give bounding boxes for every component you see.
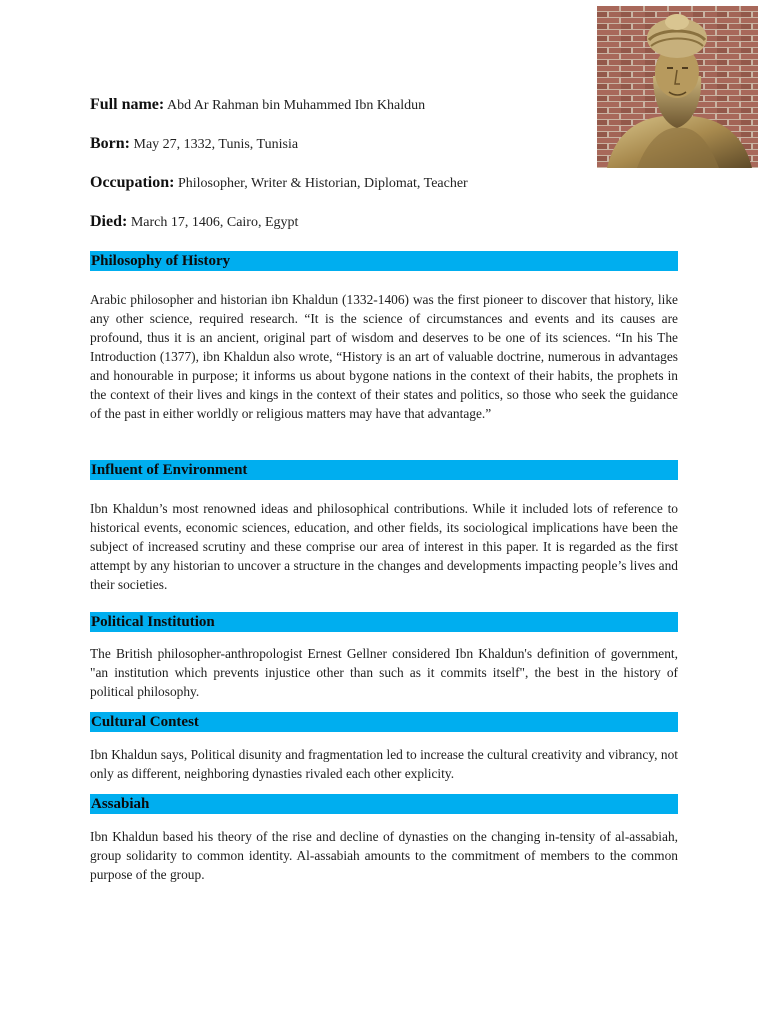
died-value: March 17, 1406, Cairo, Egypt xyxy=(130,215,299,230)
portrait-image xyxy=(597,6,758,168)
section-heading-assabiah: Assabiah xyxy=(90,794,678,814)
section-heading-philosophy-of-history: Philosophy of History xyxy=(90,251,678,271)
full-name-row xyxy=(90,96,425,114)
occupation-label: Occupation: xyxy=(90,174,175,191)
born-label: Born: xyxy=(90,135,130,152)
died-label: Died: xyxy=(90,213,128,230)
section-body-philosophy-of-history: Arabic philosopher and historian ibn Khaldun (1332-1406) was the first pioneer to discover that history, like any other science, required research. “It is the science of circumstances and events and its causes are profound, thus it is an ancient, original part of wisdom and deserves to be one of its sciences. “In his The Introduction (1377), ibn Khaldun also wrote, “History is an art of valuable doctrine, numerous in advantages and honourable in purpose; it informs us about bygone nations in the context of their habits, the prophets in the context of their lives and kings in the context of their states and politics, so those who seek the guidance of the past in either worldly or religious matters may have that advantage.” xyxy=(90,292,678,421)
occupation-value: Philosopher, Writer & Historian, Diplomat, Teacher xyxy=(177,176,468,191)
full-name-label: Full name: xyxy=(90,96,165,113)
born-row xyxy=(90,135,298,153)
section-body-cultural-contest: Ibn Khaldun says, Political disunity and fragmentation led to increase the cultural creativity and vibrancy, not only as different, neighboring dynasties rivaled each other explicity. xyxy=(90,747,678,781)
full-name-value: Abd Ar Rahman bin Muhammed Ibn Khaldun xyxy=(166,98,426,113)
section-body-assabiah: Ibn Khaldun based his theory of the rise and decline of dynasties on the changing in-tensity of al-assabiah, group solidarity to common identity. Al-assabiah amounts to the commitment of members to the common purpose of the group. xyxy=(90,829,678,882)
section-heading-political-institution: Political Institution xyxy=(90,612,678,632)
section-body-political-institution: The British philosopher-anthropologist Ernest Gellner considered Ibn Khaldun's definition of government, "an institution which prevents injustice other than such as it commits itself", the best in the history of political philosophy. xyxy=(90,646,678,699)
section-heading-cultural-contest: Cultural Contest xyxy=(90,712,678,732)
section-body-influent-of-environment: Ibn Khaldun’s most renowned ideas and philosophical contributions. While it included lots of reference to historical events, economic sciences, education, and other fields, its sociological implications have been the subject of increased scrutiny and these comprise our area of interest in this paper. It is regarded as the first attempt by any historian to uncover a structure in the changes and developments impacting people’s lives and their societies. xyxy=(90,501,678,592)
born-value: May 27, 1332, Tunis, Tunisia xyxy=(133,137,299,152)
section-heading-influent-of-environment: Influent of Environment xyxy=(90,460,678,480)
died-row xyxy=(90,213,298,231)
occupation-row xyxy=(90,174,468,192)
